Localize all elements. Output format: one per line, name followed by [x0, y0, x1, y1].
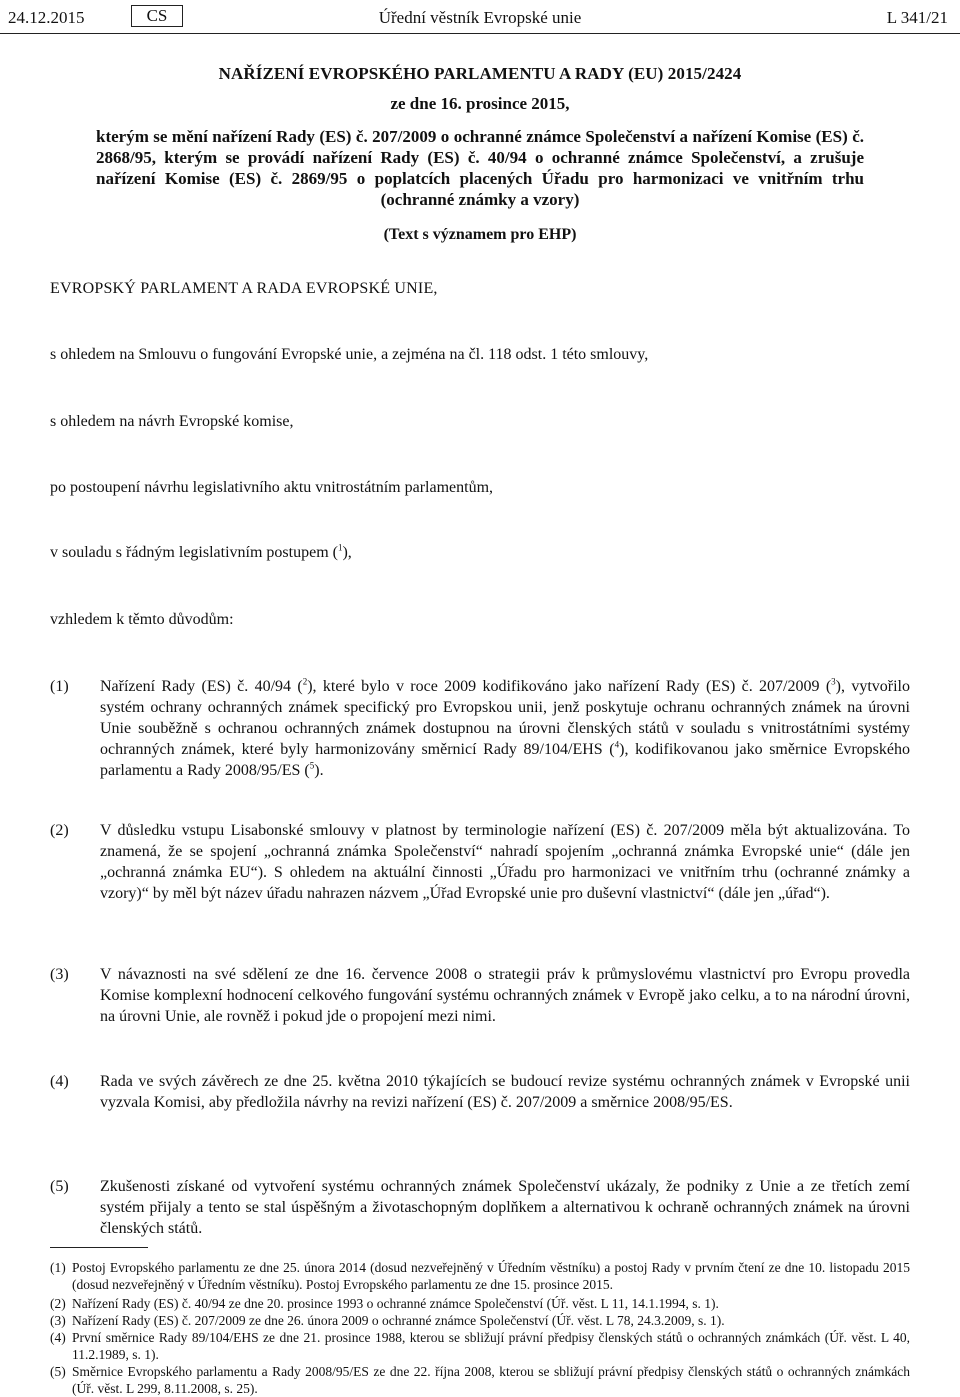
footnote-ref[interactable]: 1 — [337, 542, 343, 553]
header-divider — [0, 33, 960, 34]
recital-number: (2) — [50, 822, 69, 839]
citation-legislative-procedure: v souladu s řádným legislativním postupem ($^1$), — [50, 542, 352, 561]
recital-text: Nařízení Rady (ES) č. 40/94 ($^2$), které bylo v roce 2009 kodifikováno jako nařízení Rady (ES) č. 207/2009 ($^3$), vytvořilo systém ochrany ochranných známek specifický pro Evropskou unii, jenž poskytuje ochranu ochranných známek na úrovni Unie souběžně s ochranou ochranných známek dostupnou na úrovni členských států v souladu s vnitrostátními systémy ochranných známek, které byly harmonizovány směrnicí Rady 89/104/EHS ($^4$), kodifikovanou jako směrnice Evropského parlamentu a Rady 2008/95/ES ($^5$). — [100, 676, 911, 779]
journal-title: Úřední věstník Evropské unie — [378, 8, 582, 27]
regulation-subject: kterým se mění nařízení Rady (ES) č. 207/2009 o ochranné známce Společenství a nařízení Komise (ES) č. 2868/95, kterým se provádí nařízení Rady (ES) č. 40/94 o ochranné známce Společenství, a zrušuje nařízení Komise (ES) č. 2869/95 o poplatcích placených Úřadu pro harmonizaci ve vnitřním trhu (ochranné známky a vzory) — [96, 127, 864, 209]
recital-number: (3) — [50, 966, 69, 983]
whereas-intro: vzhledem k těmto důvodům: — [50, 611, 234, 628]
citation-treaty: s ohledem na Smlouvu o fungování Evropské unie, a zejména na čl. 118 odst. 1 této smlouvy, — [50, 346, 649, 363]
language-badge: CS — [131, 5, 183, 27]
parliament-council-heading: EVROPSKÝ PARLAMENT A RADA EVROPSKÉ UNIE, — [50, 280, 438, 297]
footnote-ref[interactable]: 3 — [831, 676, 836, 687]
footnote-text: Nařízení Rady (ES) č. 207/2009 ze dne 26. února 2009 o ochranné známce Společenství (Úř. věst. L 78, 24.3.2009, s. 1). — [72, 1313, 725, 1328]
footnote-text: Směrnice Evropského parlamentu a Rady 2008/95/ES ze dne 22. října 2008, kterou se sbližují právní předpisy členských států o ochranných známkách (Úř. věst. L 299, 8.11.2008, s. 25). — [72, 1364, 910, 1396]
footnote-text: První směrnice Rady 89/104/EHS ze dne 21. prosince 1988, kterou se sbližují právní předpisy členských států o ochranných známkách (Úř. věst. L 40, 11.2.1989, s. 1). — [72, 1330, 910, 1362]
footnote-number: (2) — [50, 1296, 66, 1311]
footnote-ref[interactable]: 4 — [614, 739, 620, 750]
recital-text: Rada ve svých závěrech ze dne 25. května 2010 týkajících se budoucí revize systému ochranných známek v Evropské unii vyzvala Komisi, aby předložila návrhy na revizi nařízení (ES) č. 207/2009 a směrnice 2008/95/ES. — [100, 1073, 910, 1111]
citation-commission-proposal: s ohledem na návrh Evropské komise, — [50, 413, 294, 430]
footnote-number: (4) — [50, 1330, 66, 1345]
recital-number: (1) — [50, 678, 69, 695]
page-reference: L 341/21 — [886, 8, 948, 27]
regulation-date: ze dne 16. prosince 2015, — [390, 94, 570, 113]
footnote-ref[interactable]: 2 — [302, 676, 308, 687]
footnote-number: (5) — [50, 1364, 66, 1379]
header-date: 24.12.2015 — [8, 8, 85, 27]
footnote-text: Postoj Evropského parlamentu ze dne 25. února 2014 (dosud nezveřejněný v Úředním věstníku) a postoj Rady v prvním čtení ze dne 10. listopadu 2015 (dosud nezveřejněný v Úředním věstníku). Postoj Evropského parlamentu ze dne 15. prosince 2015. — [72, 1260, 910, 1292]
regulation-title: NAŘÍZENÍ EVROPSKÉHO PARLAMENTU A RADY (EU) 2015/2424 — [218, 64, 742, 83]
recital-text: V návaznosti na své sdělení ze dne 16. července 2008 o strategii práv k průmyslovému vlastnictví pro Evropu provedla Komise komplexní hodnocení celkového fungování systému ochranných známek v Evropě jako celku, a to na národní úrovni, na úrovni Unie, ale rovněž i pokud jde o propojení mezi nimi. — [100, 966, 910, 1025]
footnote-number: (3) — [50, 1313, 66, 1328]
footnote-number: (1) — [50, 1260, 66, 1275]
footnote-divider — [50, 1247, 148, 1248]
eea-relevance: (Text s významem pro EHP) — [383, 226, 577, 243]
footnote-ref[interactable]: 5 — [309, 760, 315, 771]
recital-number: (5) — [50, 1178, 69, 1195]
footnote-text: Nařízení Rady (ES) č. 40/94 ze dne 20. prosince 1993 o ochranné známce Společenství (Úř. věst. L 11, 14.1.1994, s. 1). — [72, 1296, 719, 1311]
recital-text: Zkušenosti získané od vytvoření systému ochranných známek Společenství ukázaly, že podniky z Unie a ze třetích zemí systém přijaly a tento se stal úspěšným a životaschopným doplňkem a alternativou k ochraně ochranných známek na úrovni členských států. — [100, 1178, 910, 1237]
citation-national-parliaments: po postoupení návrhu legislativního aktu vnitrostátním parlamentům, — [50, 479, 494, 496]
recital-text: V důsledku vstupu Lisabonské smlouvy v platnost by terminologie nařízení (ES) č. 207/2009 měla být aktualizována. To znamená, že se spojení „ochranná známka Společenství“ nahradí spojením „ochranná známka Evropské unie“ (dále jen „ochranná známka EU“). S ohledem na aktuální činnosti „Úřadu pro harmonizaci ve vnitřním trhu (ochranné známky a vzory)“ by měl být název úřadu nahrazen názvem „Úřad Evropské unie pro duševní vlastnictví“ (dále jen „úřad“). — [100, 822, 910, 902]
recital-number: (4) — [50, 1073, 69, 1090]
